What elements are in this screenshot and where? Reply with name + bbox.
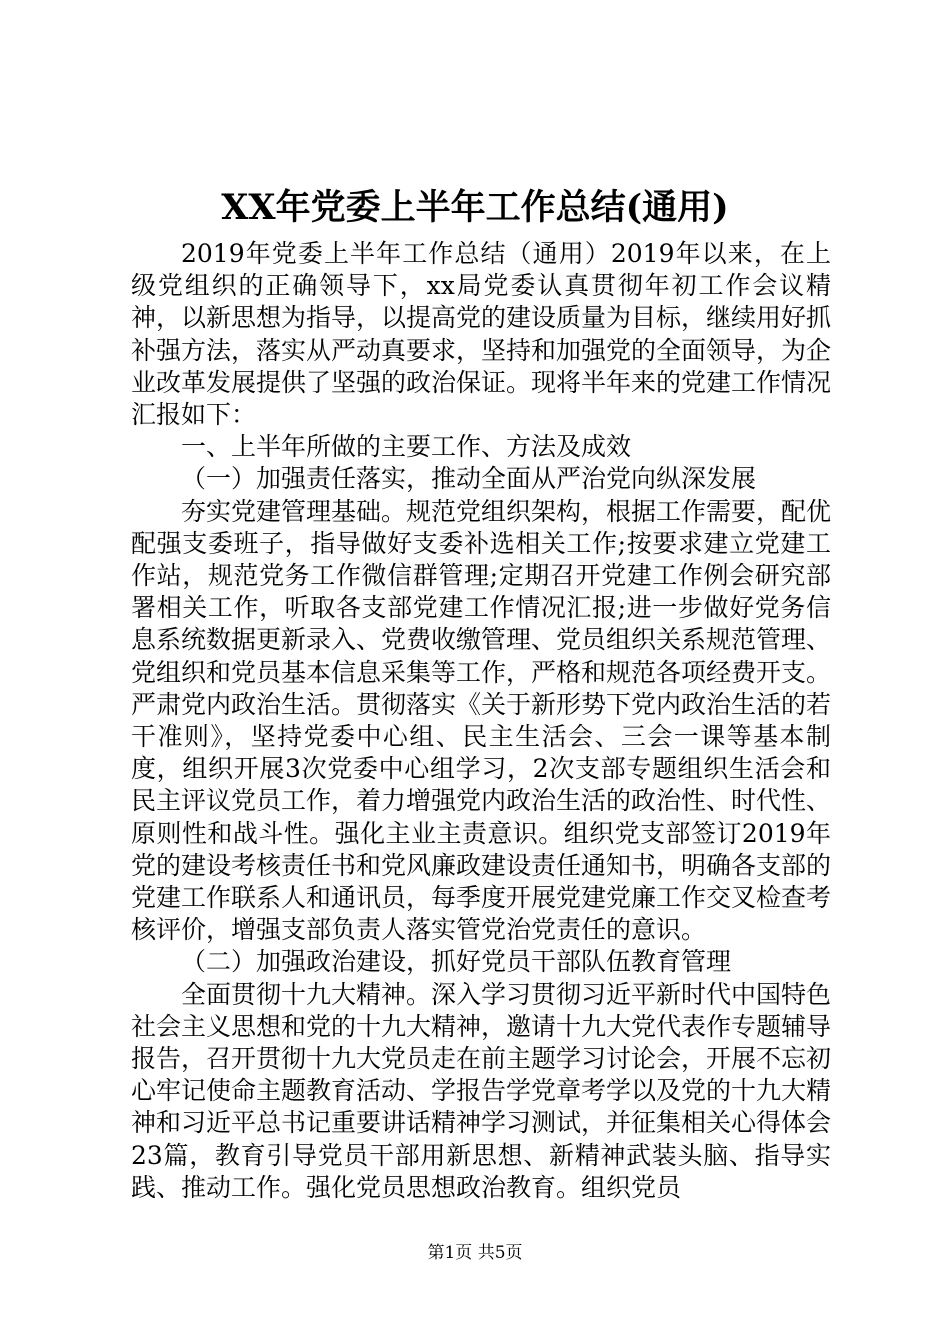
document-title: XX年党委上半年工作总结(通用) bbox=[221, 187, 729, 228]
subsection-heading-1: （一）加强责任落实，推动全面从严治党向纵深发展 bbox=[181, 464, 757, 494]
page-number-footer: 第1页 共5页 bbox=[427, 1243, 523, 1263]
section-heading-1: 一、上半年所做的主要工作、方法及成效 bbox=[181, 432, 632, 462]
document-body bbox=[131, 238, 831, 1204]
subsection-heading-2: （二）加强政治建设，抓好党员干部队伍教育管理 bbox=[181, 947, 732, 977]
intro-paragraph: 2019年党委上半年工作总结（通用）2019年以来，在上级党组织的正确领导下，xx局党委认真贯彻年初工作会议精神，以新思想为指导，以提高党的建设质量为目标，继续用好抓补强方法，落实从严动真要求，坚持和加强党的全面领导，为企业改革发展提供了坚强的政治保证。现将半年来的党建工作情况汇报如下： bbox=[131, 239, 832, 430]
body-paragraph-2: 全面贯彻十九大精神。深入学习贯彻习近平新时代中国特色社会主义思想和党的十九大精神，邀请十九大党代表作专题辅导报告，召开贯彻十九大党员走在前主题学习讨论会，开展不忘初心牢记使命主题教育活动、学报告学党章考学以及党的十九大精神和习近平总书记重要讲话精神学习测试，并征集相关心得体会23篇，教育引导党员干部用新思想、新精神武装头脑、指导实践、推动工作。强化党员思想政治教育。组织党员 bbox=[131, 979, 832, 1202]
body-paragraph-1: 夯实党建管理基础。规范党组织架构，根据工作需要，配优配强支委班子，指导做好支委补选相关工作;按要求建立党建工作站，规范党务工作微信群管理;定期召开党建工作例会研究部署相关工作，听取各支部党建工作情况汇报;进一步做好党务信息系统数据更新录入、党费收缴管理、党员组织关系规范管理、党组织和党员基本信息采集等工作，严格和规范各项经费开支。严肃党内政治生活。贯彻落实《关于新形势下党内政治生活的若干准则》，坚持党委中心组、民主生活会、三会一课等基本制度，组织开展3次党委中心组学习，2次支部专题组织生活会和民主评议党员工作，着力增强党内政治生活的政治性、时代性、原则性和战斗性。强化主业主责意识。组织党支部签订2019年党的建设考核责任书和党风廉政建设责任通知书，明确各支部的党建工作联系人和通讯员，每季度开展党建党廉工作交叉检查考核评价，增强支部负责人落实管党治党责任的意识。 bbox=[131, 496, 832, 945]
